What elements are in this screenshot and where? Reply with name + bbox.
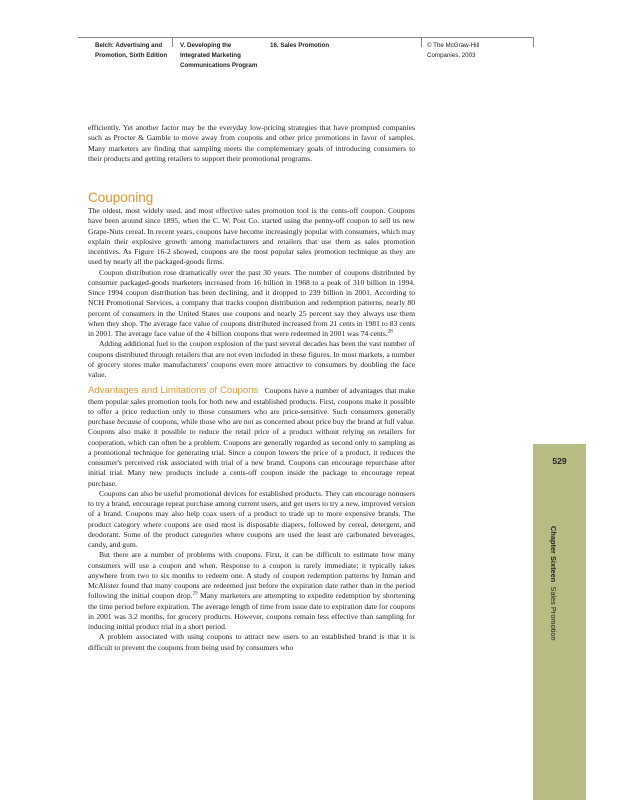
chapter-label: Chapter Sixteen Sales Promotion (549, 526, 558, 641)
paragraph: Coupons can also be useful promotional devices for established products. They can encourage nonusers to try a brand, encourage repeat purchase among current users, and get users to try a new, improved version of a brand. Coupons may also help coax users of a product to trade up to more expensive brands. The product category where coupons are used most is disposable diapers, followed by cereal, detergent, and deodorant. Some of the product categories where coupons are used the least are carbonated beverages, candy, and gum. (88, 488, 415, 549)
header-book-title: Belch: Advertising and Promotion, Sixth Edition (95, 42, 168, 59)
paragraph: But there are a number of problems with coupons. First, it can be difficult to estimate how many consumers will use a coupon and when. Response to a coupon is rarely immediate; it typically takes anywhere from two to six months to redeem one. A study of coupon redemption patterns by Inman and McAlister found that many coupons are redeemed just before the expiration date rather than in the period following the initial coupon drop.$^{29}$ Many marketers are attempting to expedite redemption by shortening the time period before expiration. The average length of time from issue date to expiration date for coupons in 2001 was 3.2 months, for grocery products. However, coupons remain less effective than sampling for inducing initial product trial in a short period. (88, 550, 415, 631)
paragraph: Coupon distribution rose dramatically over the past 30 years. The number of coupons distributed by consumer packaged-goods marketers increased from 16 billion in 1968 to a peak of 310 billion in 1994. Since 1994 coupon distribution has been declining, and it dropped to 239 billion in 2001. According to NCH Promotional Services, a company that tracks coupon distribution and redemption patterns, nearly 80 percent of consumers in the United States use coupons and nearly 25 percent say they always use them when they shop. The average face value of coupons distributed increased from 21 cents in 1981 to 83 cents in 2001. The average face value of the 4 billion coupons that were redeemed in 2001 was 74 cents.$^{28}$ (88, 267, 415, 338)
intro-text (88, 123, 415, 164)
header-divider (421, 37, 422, 47)
paragraph: Adding additional fuel to the coupon explosion of the past several decades has been the vast number of coupons distributed through retailers that are not even included in these figures. In most markets, a number of grocery stores make manufacturers' coupons even more attractive to consumers by doubling the face value. (88, 339, 415, 379)
footnote-ref: 28 (387, 329, 393, 335)
couponing-text (88, 206, 415, 653)
header-part-title: V. Developing the Integrated Marketing Communications Program (180, 42, 258, 69)
header-rule (78, 37, 533, 38)
paragraph: The oldest, most widely used, and most effective sales promotion tool is the cents-off coupon. Coupons have been around since 1895, when the C. W. Post Co. started using the penny-off coupon to sell its new Grape-Nuts cereal. In recent years, coupons have become increasingly popular with consumers, which may explain their explosive growth among manufacturers and retailers that use them as sales promotion incentives. As Figure 16-2 showed, coupons are the most popular sales promotion technique as they are used by nearly all the packaged-goods firms. (88, 206, 415, 267)
header-divider (172, 37, 173, 47)
advantages-paragraph: Advantages and Limitations of Coupons Coupons have a number of advantages that make them popular sales promotion tools for both new and established products. First, coupons make it possible to offer a price reduction only to those consumers who are price-sensitive. Such consumers generally purchase because of coupons, while those who are not as concerned about price buy the brand at full value. Coupons also make it possible to reduce the retail price of a product without relying on retailers for cooperation, which can often be a problem. Coupons are generally regarded as second only to sampling as a promotional technique for generating trial. Since a coupon lowers the price of a product, it reduces the consumer's perceived risk associated with trial of a new brand. Coupons can encourage repurchase after initial trial. Many new products include a cents-off coupon inside the package to encourage repeat purchase. (88, 385, 416, 488)
footnote-ref: 29 (192, 591, 198, 597)
chapter-side-tab (533, 444, 586, 800)
paragraph: A problem associated with using coupons to attract new users to an established brand is that it is difficult to prevent the coupons from being used by consumers who (88, 632, 415, 652)
section-heading-couponing: Couponing (88, 190, 154, 205)
header-copyright: © The McGraw-Hill Companies, 2003 (427, 42, 480, 59)
intro-paragraph: efficiently. Yet another factor may be the everyday low-pricing strategies that have prompted companies such as Procter & Gamble to move away from coupons and other price promotions in favor of samples. Many marketers are finding that sampling meets the complementary goals of introducing consumers to their products and getting retailers to support their promotional programs. (88, 123, 415, 163)
page-number: 529 (552, 456, 567, 466)
subsection-heading: Advantages and Limitations of Coupons (88, 385, 259, 397)
header-divider (533, 37, 534, 47)
header-chapter-title: 16. Sales Promotion (270, 42, 330, 49)
